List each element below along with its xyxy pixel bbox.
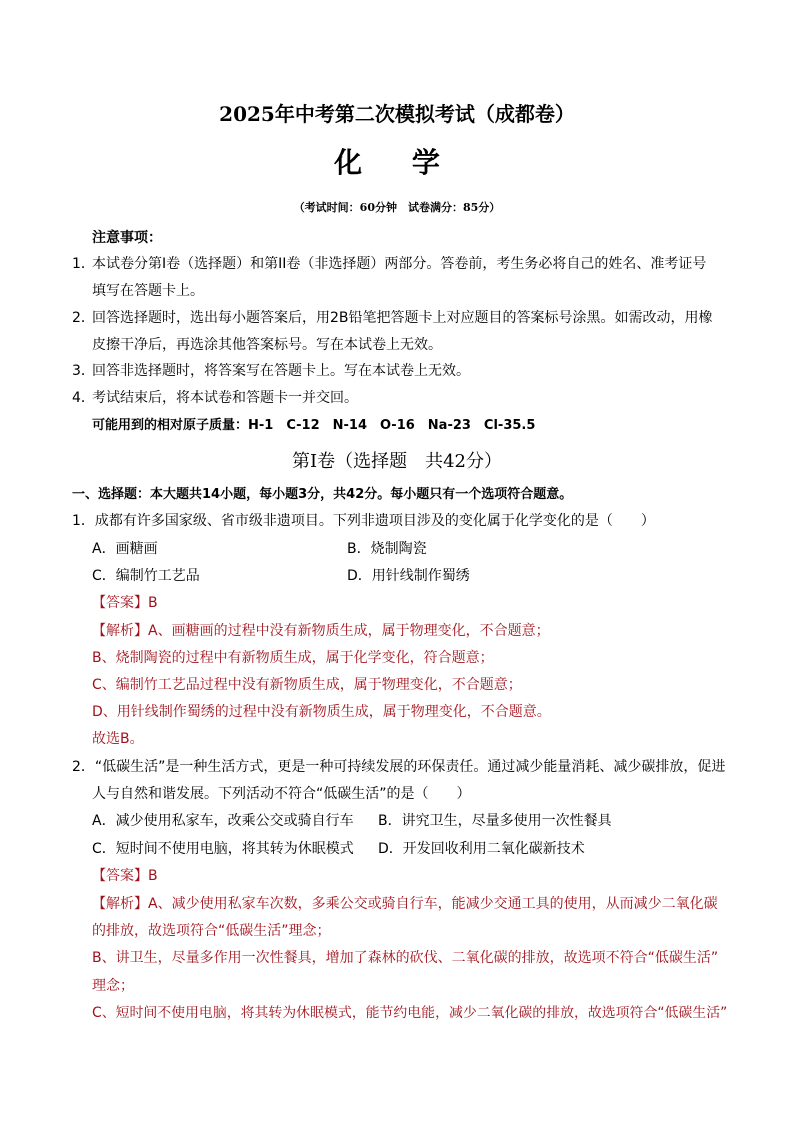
notice-4-num: 4． (72, 390, 95, 406)
q1-option-a: A．画糖画 (92, 541, 158, 557)
q2-analysis-2: 的排放，故选项符合“低碳生活”理念； (92, 923, 331, 939)
q2-analysis-text-1: A、减少使用私家车次数，多乘公交或骑自行车，能减少交通工具的使用，从而减少二氧化碳 (148, 896, 718, 912)
exam-info: （考试时间：60分钟 试卷满分：85分） (293, 201, 501, 214)
q2-stem-1: 2．“低碳生活”是一种生活方式，更是一种可持续发展的环保责任。通过减少能量消耗、减少碳排放，促进 (72, 759, 726, 775)
q2-option-a: A．减少使用私家车，改乘公交或骑自行车 (92, 813, 354, 829)
q2-option-b: B．讲究卫生，尽量多使用一次性餐具 (378, 813, 612, 829)
q1-conclusion: 故选B。 (92, 731, 144, 747)
q1-analysis-4: D、用针线制作蜀绣的过程中没有新物质生成，属于物理变化，不合题意。 (92, 704, 551, 720)
q1-analysis-2: B、烧制陶瓷的过程中有新物质生成，属于化学变化，符合题意； (92, 650, 494, 666)
q1-answer-label: 【答案】 (92, 595, 148, 611)
q1-analysis-3: C、编制竹工艺品过程中没有新物质生成，属于物理变化，不合题意； (92, 677, 522, 693)
q2-stem-2: 人与自然和谐发展。下列活动不符合“低碳生活”的是（ ） (92, 786, 471, 802)
notice-3-line-1: 回答非选择题时，将答案写在答题卡上。写在本试卷上无效。 (92, 363, 470, 379)
q2-option-d: D．开发回收利用二氧化碳新技术 (378, 841, 585, 857)
notice-4-line-1: 考试结束后，将本试卷和答题卡一并交回。 (92, 390, 358, 406)
notice-2-line-2: 皮擦干净后，再选涂其他答案标号。写在本试卷上无效。 (92, 337, 442, 353)
q1-answer (92, 593, 158, 613)
exam-title: 2025年中考第二次模拟考试（成都卷） (219, 102, 575, 126)
q1-option-c: C．编制竹工艺品 (92, 568, 200, 584)
notice-heading: 注意事项： (92, 230, 162, 246)
q2-analysis-4: 理念； (92, 978, 134, 994)
q1-option-d: D．用针线制作蜀绣 (347, 568, 470, 584)
part-intro-text: 本大题共14小题，每小题3分，共42分。每小题只有一个选项符合题意。 (150, 487, 573, 502)
notice-1-num: 1． (72, 256, 95, 272)
q2-analysis-3: B、讲卫生，尽量多作用一次性餐具，增加了森林的砍伐、二氧化碳的排放，故选项不符合“低碳生活” (92, 950, 719, 966)
q1-option-b: B．烧制陶瓷 (347, 541, 427, 557)
q2-option-c: C．短时间不使用电脑，将其转为休眠模式 (92, 841, 354, 857)
q2-analysis-1 (92, 894, 718, 914)
notice-2-num: 2． (72, 310, 95, 326)
q2-answer-value: B (148, 868, 158, 884)
subject-title: 化 学 (334, 146, 460, 179)
q2-analysis-5: C、短时间不使用电脑，将其转为休眠模式，能节约电能，减少二氧化碳的排放，故选项符合“低碳生活” (92, 1005, 728, 1021)
part-intro-label: 一、选择题： (72, 487, 151, 502)
q2-answer (92, 866, 158, 886)
notice-2-line-1: 回答选择题时，选出每小题答案后，用2B铅笔把答题卡上对应题目的答案标号涂黑。如需改动，用橡 (92, 310, 713, 326)
notice-3-num: 3． (72, 363, 95, 379)
q1-answer-value: B (148, 595, 158, 611)
q1-analysis-1 (92, 621, 550, 641)
part-intro (72, 485, 572, 505)
section-title: 第I卷（选择题 共42分） (291, 451, 502, 472)
atomic-mass-line: 可能用到的相对原子质量：H-1 C-12 N-14 O-16 Na-23 Cl-35.5 (92, 418, 536, 433)
q1-analysis-text-1: A、画糖画的过程中没有新物质生成，属于物理变化，不合题意； (148, 623, 550, 639)
q1-analysis-label: 【解析】 (92, 623, 148, 639)
notice-1-line-2: 填写在答题卡上。 (92, 283, 204, 299)
q2-analysis-label: 【解析】 (92, 896, 148, 912)
notice-1-line-1: 本试卷分第I卷（选择题）和第II卷（非选择题）两部分。答卷前，考生务必将自己的姓名、准考证号 (92, 256, 707, 272)
q1-stem: 1．成都有许多国家级、省市级非遗项目。下列非遗项目涉及的变化属于化学变化的是（ ） (72, 513, 655, 529)
q2-answer-label: 【答案】 (92, 868, 148, 884)
